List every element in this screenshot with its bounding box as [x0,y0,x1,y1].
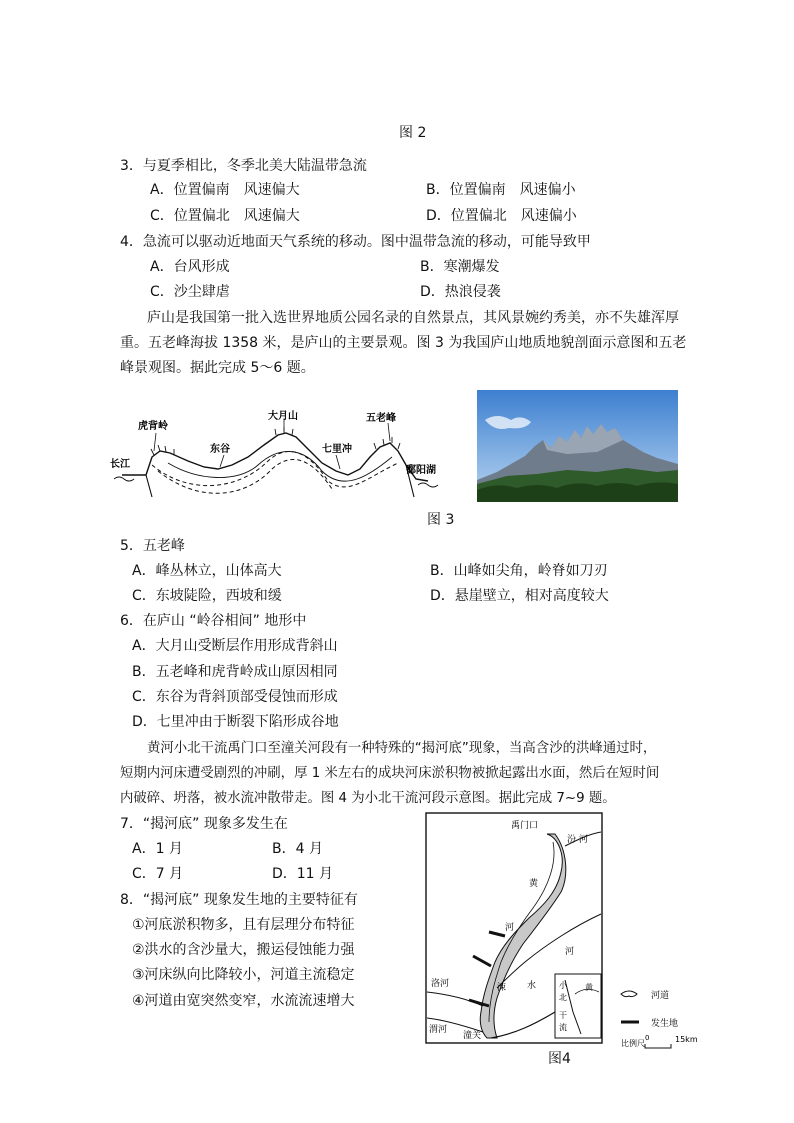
question-8-stem: 8．“揭河底” 现象发生地的主要特征有 [120,892,358,908]
question-7-option-b: B．4 月 [272,841,323,857]
legend-river-label: 河道 [651,991,670,1001]
scale-label: 比例尺 [621,1039,645,1048]
question-8-statement-2: ②洪水的含沙量大，搬运侵蚀能力强 [132,942,355,958]
lushan-profile-diagram [108,405,448,505]
scale-bar [645,1044,671,1048]
label-luohe: 洛河 [431,979,450,989]
question-3-option-d: D．位置偏北 风速偏小 [426,208,577,224]
question-8-statement-3: ③河床纵向比降较小，河道主流稳定 [132,967,355,983]
question-5-option-a: A．峰丛林立，山体高大 [132,563,282,579]
passage-2-line-3: 内破碎、坍落，被水流冲散带走。图 4 为小北干流河段示意图。据此完成 7~9 题。 [120,791,616,806]
label-shui: 水 [527,981,537,991]
inset-label-liu: 流 [559,1023,567,1032]
label-wulaofeng: 五老峰 [366,413,396,424]
question-4-option-b: B．寒潮爆发 [420,259,500,275]
figure-4-caption: 图4 [548,1051,571,1067]
label-he-sushui: 河 [565,947,575,957]
label-qilichong: 七里冲 [322,444,352,455]
passage-2-line-1: 黄河小北干流禹门口至潼关河段有一种特殊的“揭河底”现象，当高含沙的洪峰通过时， [147,741,657,756]
passage-1-line-3: 峰景观图。据此完成 5～6 题。 [120,360,315,376]
label-su: 涑 [497,983,507,993]
question-3-stem: 3．与夏季相比，冬季北美大陆温带急流 [120,158,367,174]
question-3-option-a: A．位置偏南 风速偏大 [150,182,300,198]
question-6-option-c: C．东谷为背斜顶部受侵蚀而形成 [132,689,338,705]
question-4-option-a: A．台风形成 [150,259,230,275]
question-5-option-c: C．东坡陡险，西坡和缓 [132,588,282,604]
question-8-statement-4: ④河道由宽突然变窄，水流流速增大 [132,993,355,1009]
label-poyanghu: 鄱阳湖 [406,465,436,476]
question-3-option-b: B．位置偏南 风速偏小 [426,182,576,198]
question-6-stem: 6．在庐山 “岭谷相间” 地形中 [120,613,307,629]
label-donggu: 东谷 [210,444,230,455]
scale-value: 15km [675,1035,698,1044]
label-yumenkou: 禹门口 [511,821,539,831]
question-6-option-d: D．七里冲由于断裂下陷形成谷地 [132,714,339,730]
question-4-option-c: C．沙尘肆虐 [150,284,230,300]
question-4-stem: 4．急流可以驱动近地面天气系统的移动。图中温带急流的移动，可能导致甲 [120,234,591,250]
xiaobei-ganliu-map [425,812,715,1052]
passage-2-line-2: 短期内河床遭受剧烈的冲刷，厚 1 米左右的成块河床淤积物被掀起露出水面，然后在短时间 [120,766,660,781]
inset-label-bei: 北 [559,993,567,1002]
question-3-option-c: C．位置偏北 风速偏大 [150,208,300,224]
label-huang: 黄 [529,879,539,889]
inset-label-xiao: 小 [559,981,567,990]
label-he: 河 [505,923,515,933]
question-5-option-d: D．悬崖壁立，相对高度较大 [430,588,609,604]
scale-zero: 0 [645,1034,650,1042]
passage-1-line-2: 重。五老峰海拔 1358 米，是庐山的主要景观。图 3 为我国庐山地质地貌剖面示意图和五老 [120,335,687,351]
question-6-option-a: A．大月山受断层作用形成背斜山 [132,638,338,654]
label-weihe: 渭河 [429,1025,448,1035]
wulaofeng-landscape-photo [477,390,678,502]
label-hubeiling: 虎背岭 [138,421,168,432]
question-7-option-a: A．1 月 [132,841,183,857]
figure-3-caption: 图 3 [427,512,455,528]
legend-site-label: 发生地 [651,1019,679,1029]
question-5-stem: 5．五老峰 [120,538,185,554]
inset-label-huang: 黄 [585,983,593,992]
label-dayueshan: 大月山 [268,411,298,422]
label-fenhe: 汾 河 [567,835,588,845]
question-7-stem: 7．“揭河底” 现象多发生在 [120,816,288,832]
question-5-option-b: B．山峰如尖角，岭脊如刀刃 [430,563,608,579]
figure-2-caption: 图 2 [399,125,427,141]
legend-river-symbol [621,991,637,997]
label-tongguan: 潼关 [463,1031,482,1041]
question-7-option-c: C．7 月 [132,866,184,882]
inset-label-gan: 干 [559,1011,567,1020]
question-8-statement-1: ①河底淤积物多，且有层理分布特征 [132,917,355,933]
question-4-option-d: D．热浪侵袭 [420,284,501,300]
label-changjiang: 长江 [110,459,130,470]
passage-1-line-1: 庐山是我国第一批入选世界地质公园名录的自然景点，其风景婉约秀美，亦不失雄浑厚 [147,310,679,326]
question-7-option-d: D．11 月 [272,866,334,882]
question-6-option-b: B．五老峰和虎背岭成山原因相同 [132,664,338,680]
